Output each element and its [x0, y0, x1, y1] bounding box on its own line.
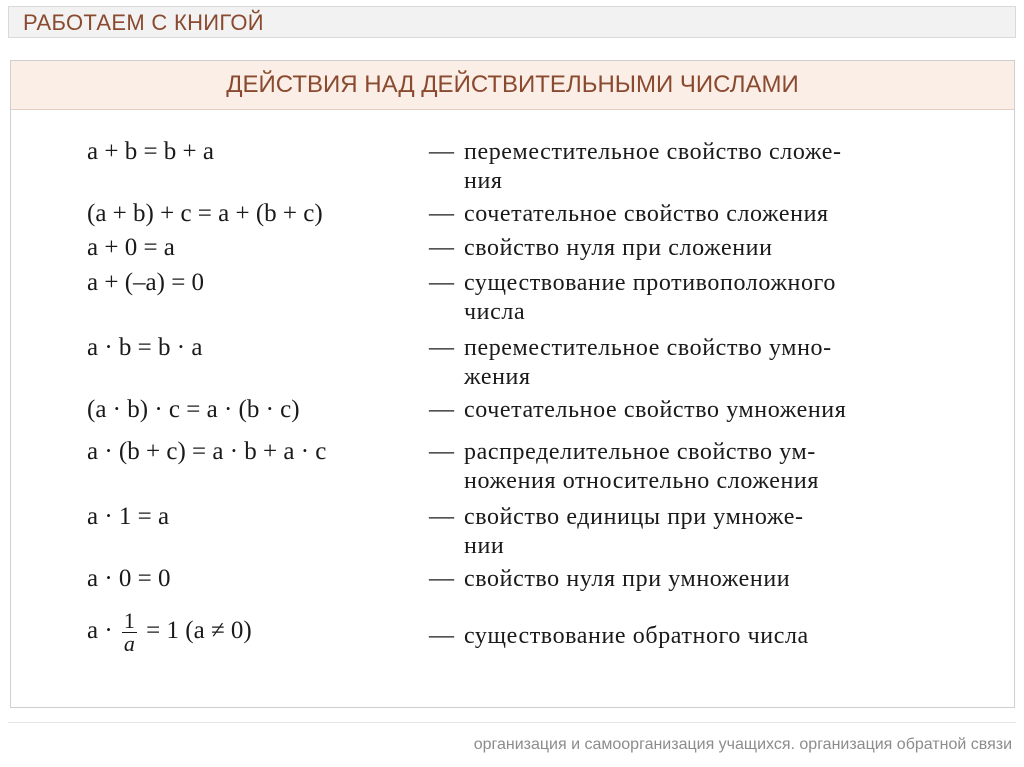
dash: — [429, 269, 454, 296]
description-line: свойство нуля при сложении [464, 235, 773, 261]
property-description [464, 334, 832, 392]
property-formula: a · (b + c) = a · b + a · c [87, 438, 327, 465]
description-line: существование обратного числа [464, 623, 809, 649]
property-formula: a · 1 = a [87, 503, 170, 530]
property-formula: a + 0 = a [87, 234, 175, 261]
dash: — [429, 503, 454, 530]
dash: — [429, 565, 454, 592]
dash: — [429, 234, 454, 261]
property-formula: a · 0 = 0 [87, 565, 171, 592]
description-line: свойство нуля при умножении [464, 566, 791, 592]
panel-title: ДЕЙСТВИЯ НАД ДЕЙСТВИТЕЛЬНЫМИ ЧИСЛАМИ [226, 71, 799, 98]
description-line: сочетательное свойство умножения [464, 397, 847, 423]
panel-header [11, 61, 1014, 110]
description-line: распределительное свойство ум- [464, 439, 816, 465]
property-formula [87, 610, 252, 655]
properties-panel [10, 60, 1015, 708]
property-description [464, 622, 809, 651]
dash: — [429, 138, 454, 165]
property-formula: a · b = b · a [87, 334, 203, 361]
dash: — [429, 200, 454, 227]
footer-caption: организация и самоорганизация учащихся. организация обратной связи [473, 736, 1012, 753]
dash: — [429, 622, 454, 649]
property-formula: (a · b) · c = a · (b · c) [87, 396, 300, 423]
description-line: нии [464, 533, 505, 559]
header-title: РАБОТАЕМ С КНИГОЙ [23, 10, 264, 35]
property-description [464, 396, 846, 425]
description-line: числа [464, 299, 526, 325]
property-description [464, 565, 790, 594]
property-description [464, 503, 804, 561]
property-description [464, 138, 842, 196]
property-description [464, 438, 819, 496]
description-line: переместительное свойство сложе- [464, 139, 842, 165]
dash: — [429, 438, 454, 465]
property-description [464, 234, 773, 263]
property-description [464, 200, 829, 229]
dash: — [429, 334, 454, 361]
fraction-denominator: a [123, 631, 135, 656]
fraction [122, 610, 137, 655]
description-line: ножения относительно сложения [464, 468, 819, 494]
formula-prefix: a · [87, 617, 113, 645]
description-line: переместительное свойство умно- [464, 335, 832, 361]
dash: — [429, 396, 454, 423]
formula-suffix: = 1 (a ≠ 0) [146, 617, 252, 645]
description-line: ния [464, 168, 503, 194]
property-description [464, 269, 836, 327]
header-bar [8, 6, 1016, 38]
description-line: жения [464, 364, 531, 390]
property-formula: a + (–a) = 0 [87, 269, 205, 296]
description-line: существование противоположного [464, 270, 836, 296]
description-line: свойство единицы при умноже- [464, 504, 804, 530]
footer-divider [8, 722, 1016, 723]
fraction-numerator: 1 [123, 608, 135, 633]
property-formula: (a + b) + c = a + (b + c) [87, 200, 323, 227]
property-formula: a + b = b + a [87, 138, 214, 165]
description-line: сочетательное свойство сложения [464, 201, 829, 227]
